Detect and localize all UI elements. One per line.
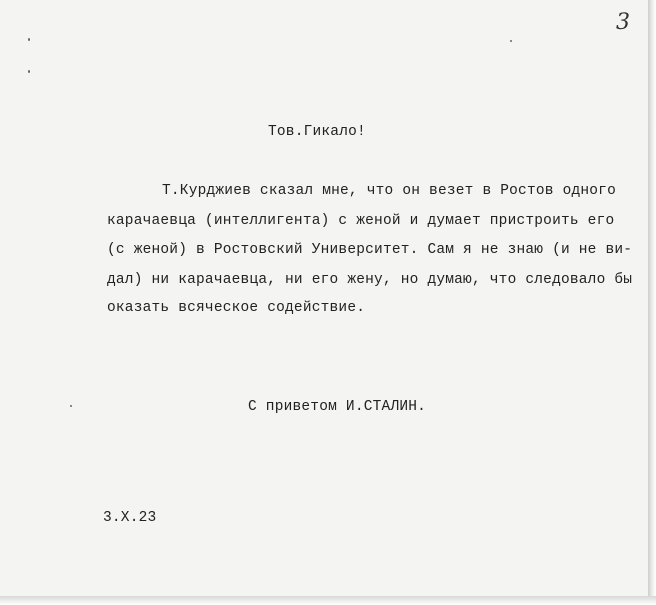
closing-signature: С приветом И.СТАЛИН. <box>248 399 427 415</box>
body-line: Т.Курджиев сказал мне, что он везет в Ростов одного <box>162 183 616 199</box>
body-line: карачаевца (интеллигента) с женой и думает пристроить его <box>107 213 615 229</box>
scan-speck <box>70 405 72 407</box>
scan-speck <box>28 38 30 41</box>
scan-speck <box>510 40 512 42</box>
body-line: дал) ни карачаевца, ни его жену, но думаю, что следовало бы <box>107 272 633 288</box>
salutation: Тов.Гикало! <box>268 124 366 140</box>
page-edge-right <box>648 0 656 605</box>
page-number: 3 <box>616 10 630 35</box>
page-edge-bottom <box>0 596 656 605</box>
body-line: оказать всяческое содействие. <box>107 300 366 316</box>
scan-speck <box>28 70 30 73</box>
date: 3.Х.23 <box>103 510 157 526</box>
body-line: (с женой) в Ростовский Университет. Сам я не знаю (и не ви- <box>107 242 633 258</box>
